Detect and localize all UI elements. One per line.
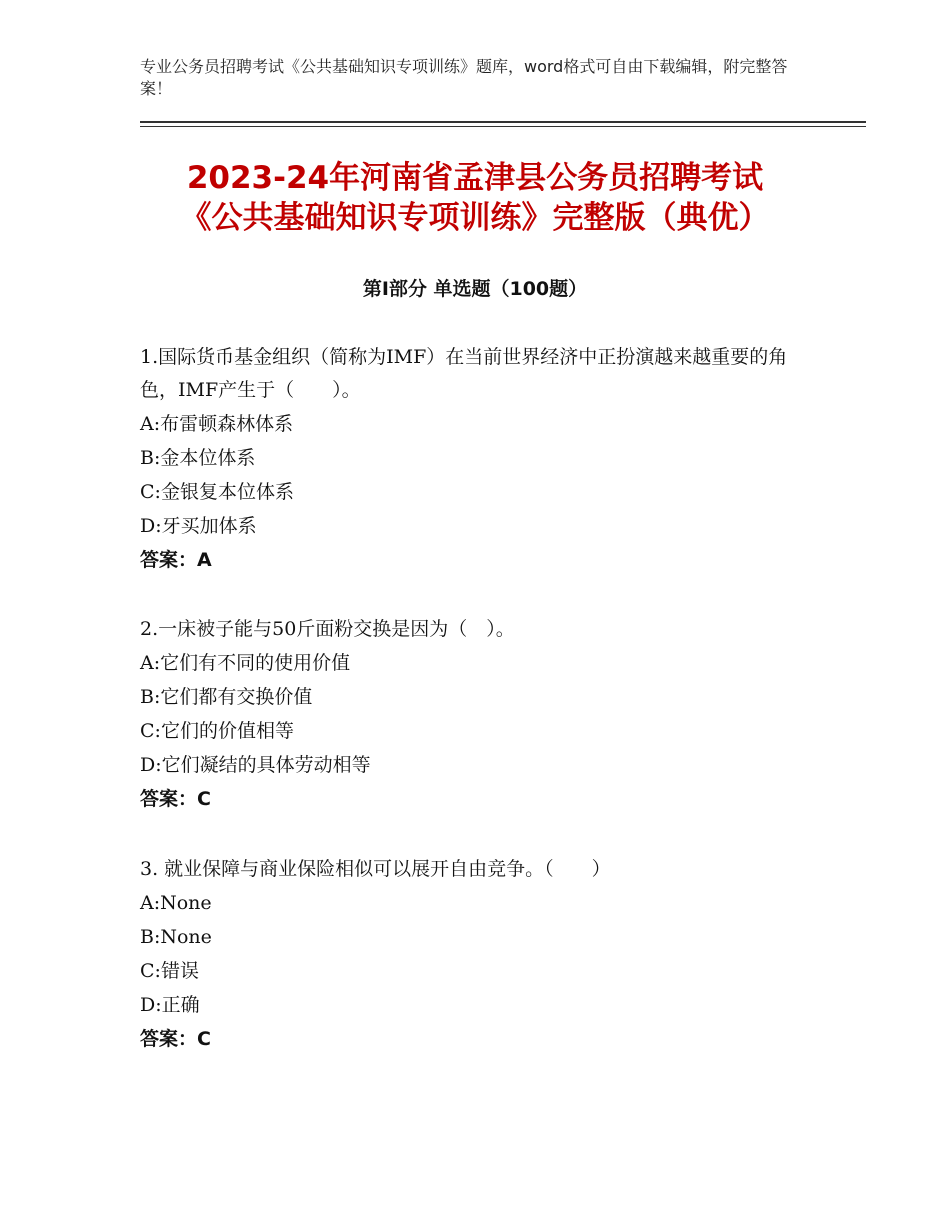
answer-line: 答案：C — [140, 1028, 211, 1050]
question-stem: 3. 就业保障与商业保险相似可以展开自由竞争。（ ） — [140, 858, 611, 880]
document-title-line-1: 2023-24年河南省孟津县公务员招聘考试 — [186, 160, 764, 196]
option-a: A:它们有不同的使用价值 — [140, 652, 351, 674]
header-rule-thin — [140, 126, 866, 127]
option-c: C:金银复本位体系 — [140, 481, 294, 503]
option-c: C:它们的价值相等 — [140, 720, 294, 742]
option-d: D:牙买加体系 — [140, 515, 257, 537]
question-block — [140, 853, 820, 1056]
answer-line: 答案：C — [140, 788, 211, 810]
section-title: 第Ⅰ部分 单选题（100题） — [362, 278, 588, 300]
header-note: 专业公务员招聘考试《公共基础知识专项训练》题库，word格式可自由下载编辑，附完整答案！ — [140, 57, 788, 98]
answer-line: 答案：A — [140, 549, 212, 571]
question-stem: 2.一床被子能与50斤面粉交换是因为（ ）。 — [140, 618, 515, 640]
option-d: D:正确 — [140, 994, 200, 1016]
header-rule-thick — [140, 121, 866, 123]
document-title-line-2: 《公共基础知识专项训练》完整版（典优） — [180, 200, 770, 236]
question-stem: 1.国际货币基金组织（简称为IMF）在当前世界经济中正扮演越来越重要的角色，IMF产生于（ ）。 — [140, 346, 788, 401]
option-b: B:金本位体系 — [140, 447, 256, 469]
option-d: D:它们凝结的具体劳动相等 — [140, 754, 371, 776]
option-b: B:它们都有交换价值 — [140, 686, 313, 708]
option-a: A:布雷顿森林体系 — [140, 413, 294, 435]
option-b: B:None — [140, 926, 212, 948]
option-c: C:错误 — [140, 960, 199, 982]
question-block — [140, 341, 820, 577]
document-title — [100, 158, 850, 238]
option-a: A:None — [140, 892, 212, 914]
question-block — [140, 613, 820, 816]
